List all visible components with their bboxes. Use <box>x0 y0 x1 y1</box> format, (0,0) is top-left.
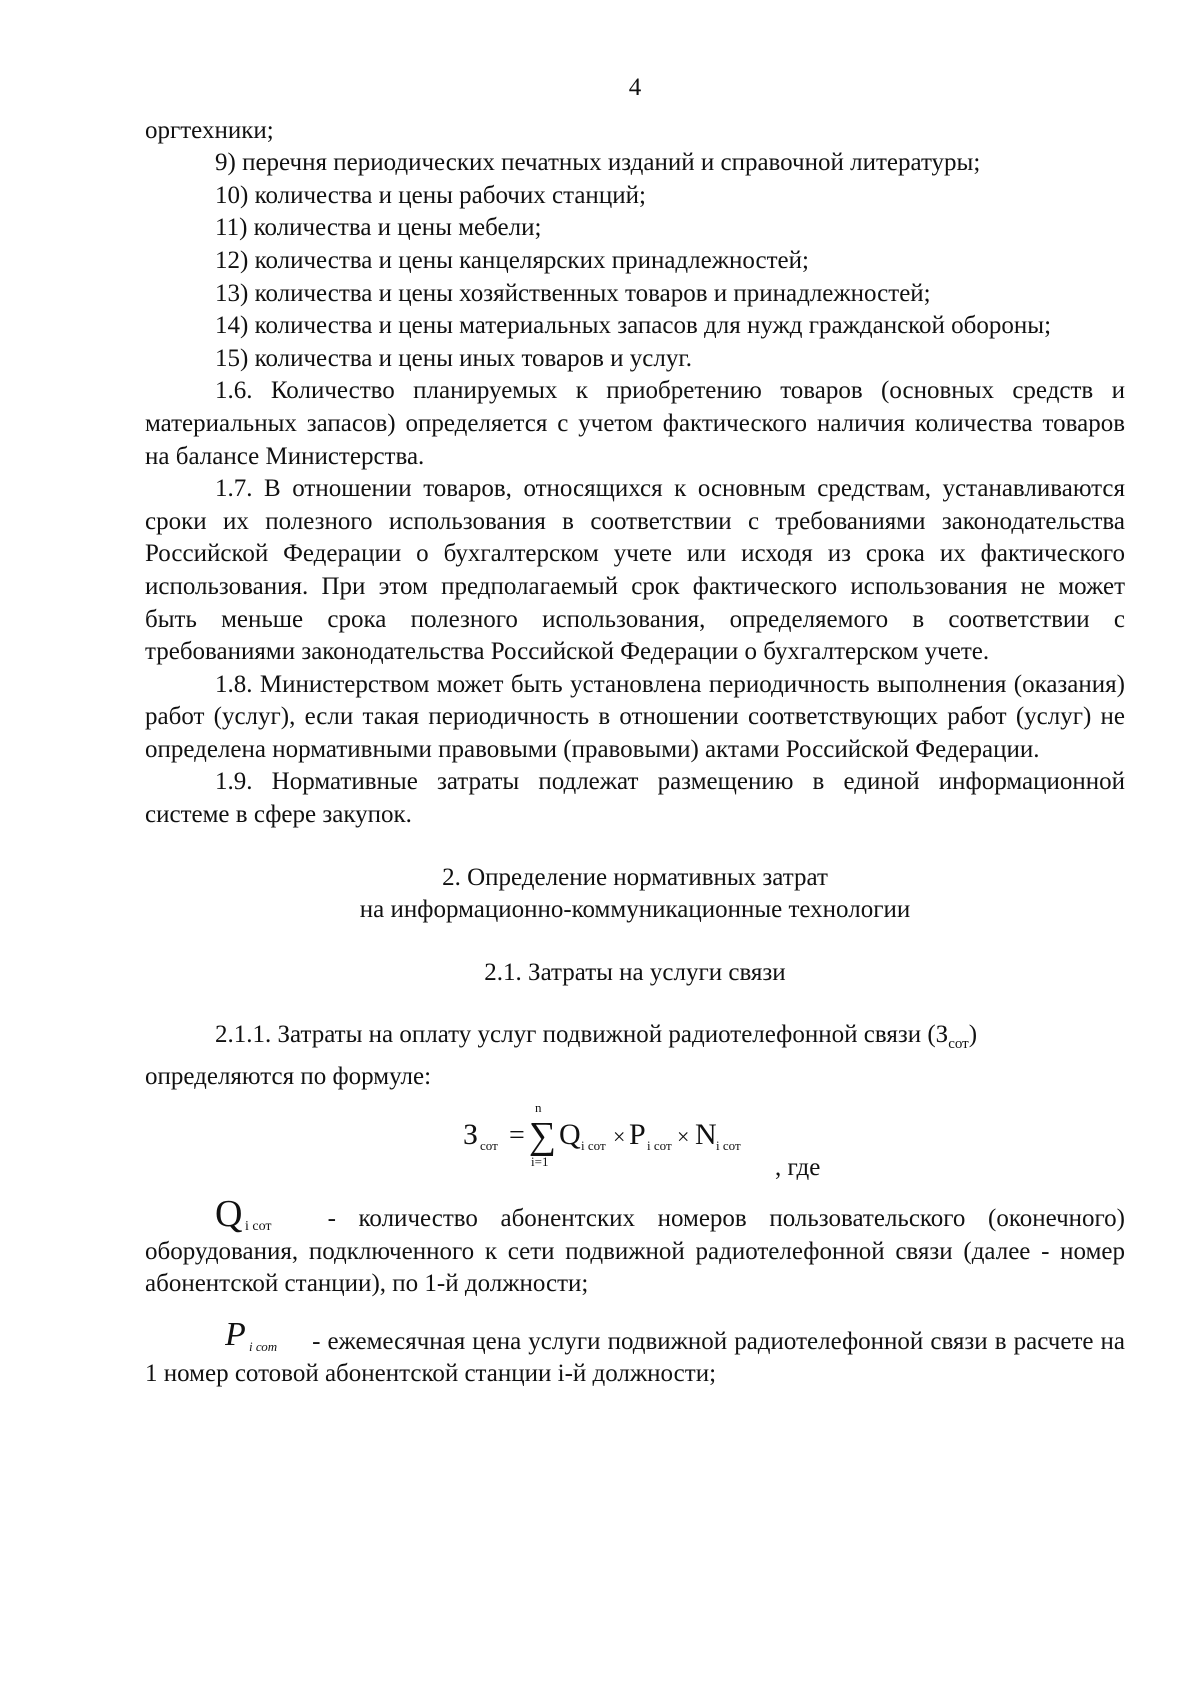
definition-p-text: - ежемесячная цена услуги подвижной радиотелефонной связи в расчете на 1 номер сотовой абонентской станции i-й должности; <box>145 1327 1126 1388</box>
formula-p-sub: i сот <box>647 1137 672 1153</box>
paragraph-2-1-1-line2: определяются по формуле: <box>145 1063 432 1091</box>
symbol-p-main: P <box>225 1315 246 1353</box>
symbol-p-sub: i сот <box>249 1338 278 1354</box>
paragraph: 11) количества и цены мебели; <box>215 214 542 242</box>
paragraph-2-1-1-tail: ) <box>968 1021 978 1049</box>
paragraph: 12) количества и цены канцелярских принадлежностей; <box>215 246 809 274</box>
paragraph: 1.6. Количество планируемых к приобретению товаров (основных средств и материальных запасов) определяется с учетом фактического наличия количества товаров на балансе Министерства. <box>145 377 1125 470</box>
formula-sum-top: n <box>535 1099 542 1115</box>
paragraph: 1.8. Министерством может быть установлена периодичность выполнения (оказания) работ (услуг), если такая периодичность в отношении соответствующих работ (услуг) не определена нормативными правовыми (правовыми) актами Российской Федерации. <box>145 670 1125 763</box>
paragraph: 10) количества и цены рабочих станций; <box>215 181 646 209</box>
paragraph-list <box>145 115 1125 832</box>
formula-sum-bottom: i=1 <box>531 1153 549 1169</box>
formula-q-sub: i сот <box>581 1137 606 1153</box>
paragraph: 9) перечня периодических печатных изданий и справочной литературы; <box>215 149 981 177</box>
formula-equals: = <box>509 1119 525 1151</box>
symbol-q-sub: i сот <box>245 1218 272 1234</box>
paragraph: 13) количества и цены хозяйственных товаров и принадлежностей; <box>215 279 931 307</box>
formula-lhs-sub: сот <box>480 1137 498 1153</box>
sum-icon: ∑ <box>529 1114 557 1157</box>
section-heading <box>145 862 1125 927</box>
formula-p: P <box>629 1117 646 1151</box>
paragraph: 14) количества и цены материальных запасов для нужд гражданской обороны; <box>215 312 1052 340</box>
definition-q <box>145 1190 1125 1301</box>
definition-p <box>145 1313 1125 1391</box>
document-page <box>145 72 1125 1391</box>
formula-n-sub: i сот <box>716 1137 741 1153</box>
paragraph: 15) количества и цены иных товаров и услуг. <box>215 344 693 372</box>
symbol-q <box>215 1190 305 1236</box>
formula-tail: , где <box>775 1153 821 1181</box>
section-heading-line1: 2. Определение нормативных затрат <box>442 863 828 891</box>
formula-lhs: З <box>463 1117 479 1151</box>
formula-n: N <box>695 1117 717 1151</box>
definition-q-text: - количество абонентских номеров пользовательского (оконечного) оборудования, подключенного к сети подвижной радиотелефонной связи (далее - номер абонентской станции), по 1-й должности; <box>145 1204 1125 1298</box>
paragraph-2-1-1-sub: сот <box>948 1036 969 1053</box>
paragraph-2-1-1 <box>145 1019 1125 1093</box>
formula-times-2: × <box>677 1123 690 1149</box>
paragraph: 1.9. Нормативные затраты подлежат размещению в единой информационной системе в сфере закупок. <box>145 768 1125 829</box>
page-number: 4 <box>628 74 642 101</box>
formula-block <box>145 1094 1125 1190</box>
formula-times-1: × <box>613 1123 626 1149</box>
paragraph: 1.7. В отношении товаров, относящихся к основным средствам, устанавливаются сроки их полезного использования в соответствии с требованиями законодательства Российской Федерации о бухгалтерском учете или исходя из срока их фактического использования. При этом предполагаемый срок фактического использования не может быть меньше срока полезного использования, определяемого в соответствии с требованиями законодательства Российской Федерации о бухгалтерском учете. <box>145 475 1125 666</box>
formula-q: Q <box>559 1117 581 1151</box>
paragraph: оргтехники; <box>145 116 274 144</box>
symbol-q-main: Q <box>215 1192 243 1235</box>
section-heading-line2: на информационно-коммуникационные технологии <box>359 896 911 924</box>
symbol-p <box>225 1313 305 1357</box>
paragraph-2-1-1-text: 2.1.1. Затраты на оплату услуг подвижной радиотелефонной связи (З <box>215 1021 949 1049</box>
subsection-heading: 2.1. Затраты на услуги связи <box>484 958 786 986</box>
